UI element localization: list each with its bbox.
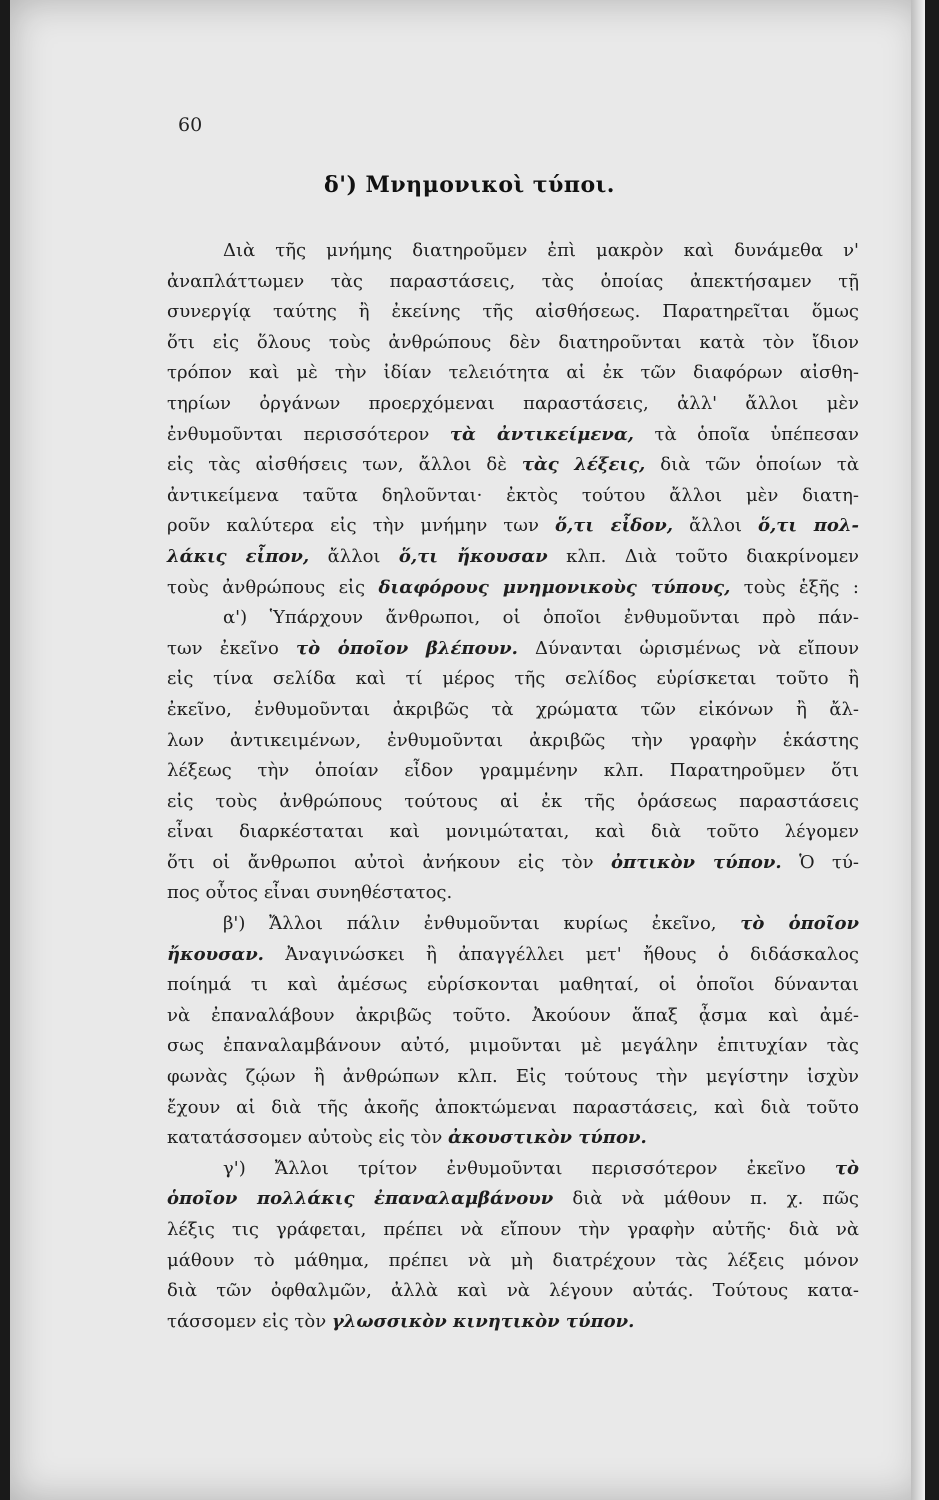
section-heading: δ') Μνημονικοὶ τύποι. [324, 172, 615, 198]
text-segment: τηρίων ὀργάνων προερχόμεναι παραστάσεις, ἀλλ' ἄλλοι μὲν [167, 392, 859, 414]
text-line [167, 1154, 859, 1185]
text-segment: Δύνανται ὡρισμένως νὰ εἴπουν [517, 637, 860, 659]
text-segment: ἀντικείμενα ταῦτα δηλοῦνται· ἐκτὸς τούτου ἄλλοι μὲν διατη- [167, 484, 859, 506]
text-line [167, 420, 859, 451]
text-line [167, 1246, 859, 1277]
text-line [167, 1123, 859, 1154]
text-segment: τὰ ὁποῖα ὑπέπεσαν [633, 423, 859, 445]
emphasis-text: ὁποῖον πολλάκις ἐπαναλαμβάνουν [167, 1188, 554, 1210]
text-line [167, 267, 859, 298]
text-segment: ποίημά τι καὶ ἀμέσως εὑρίσκονται μαθηταί, οἱ ὁποῖοι δύνανται [167, 974, 859, 996]
text-line [167, 389, 859, 420]
text-segment: λέξις τις γράφεται, πρέπει νὰ εἴπουν τὴν γραφὴν αὐτῆς· διὰ νὰ [167, 1219, 859, 1240]
text-segment: των ἐκεῖνο [167, 637, 296, 659]
text-segment: ἐνθυμοῦνται περισσότερον [167, 423, 450, 445]
text-segment: κατατάσσομεν αὐτοὺς εἰς τὸν [167, 1127, 449, 1149]
text-segment: ὅτι οἱ ἄνθρωποι αὐτοὶ ἀνήκουν εἰς τὸν [167, 851, 612, 873]
text-line [167, 695, 859, 726]
text-segment: α') Ὑπάρχουν ἄνθρωποι, οἱ ὁποῖοι ἐνθυμοῦνται πρὸ πάν- [223, 607, 859, 629]
emphasis-text: τὰς λέξεις, [521, 454, 646, 476]
text-line [167, 573, 859, 604]
text-segment: τοὺς ἑξῆς : [730, 576, 859, 598]
text-segment: εἰς τίνα σελίδα καὶ τί μέρος τῆς σελίδος εὑρίσκεται τοῦτο ἢ [167, 668, 859, 690]
text-segment: νὰ ἐπαναλάβουν ἀκριβῶς τοῦτο. Ἀκούουν ἅπαξ ᾆσμα καὶ ἀμέ- [167, 1004, 859, 1026]
text-line [167, 1184, 859, 1215]
text-segment: συνεργίᾳ ταύτης ἢ ἐκείνης τῆς αἰσθήσεως. Παρατηρεῖται ὅμως [167, 301, 859, 323]
text-line [167, 542, 859, 573]
emphasis-text: λάκις εἶπον, [167, 545, 310, 567]
text-segment: ἔχουν αἱ διὰ τῆς ἀκοῆς ἀποκτώμεναι παραστάσεις, καὶ διὰ τοῦτο [167, 1096, 859, 1118]
text-line [167, 848, 859, 879]
text-segment: διὰ τῶν ὀφθαλμῶν, ἀλλὰ καὶ νὰ λέγουν αὐτάς. Τούτους κατα- [167, 1280, 859, 1302]
text-line [167, 940, 859, 971]
text-line [167, 450, 859, 481]
text-segment: κλπ. Διὰ τοῦτο διακρίνομεν [547, 545, 860, 567]
text-line [167, 511, 859, 542]
emphasis-text: διαφόρους μνημονικοὺς τύπους, [378, 576, 731, 598]
emphasis-text: τὸ ὁποῖον [740, 913, 859, 935]
text-segment: ἐκεῖνο, ἐνθυμοῦνται ἀκριβῶς τὰ χρώματα τῶν εἰκόνων ἢ ἄλ- [167, 698, 859, 720]
text-line [167, 297, 859, 328]
text-segment: ἀναπλάττωμεν τὰς παραστάσεις, τὰς ὁποίας ἀπεκτήσαμεν τῇ [167, 270, 859, 292]
text-segment: τρόπον καὶ μὲ τὴν ἰδίαν τελειότητα αἱ ἐκ τῶν διαφόρων αἰσθη- [167, 362, 859, 384]
emphasis-text: ὀπτικὸν τύπον. [611, 851, 782, 873]
text-segment: Διὰ τῆς μνήμης διατηροῦμεν ἐπὶ μακρὸν καὶ δυνάμεθα ν' [223, 240, 859, 261]
text-line [167, 787, 859, 818]
emphasis-text: ὅ,τι πολ- [758, 515, 859, 537]
emphasis-text: τὸ [834, 1157, 859, 1179]
text-line [167, 1215, 859, 1246]
text-segment: πος οὗτος εἶναι συνηθέστατος. [167, 882, 453, 904]
emphasis-text: ὅ,τι ἤκουσαν [398, 545, 548, 567]
text-line [167, 1276, 859, 1307]
text-segment: διὰ τῶν ὁποίων τὰ [645, 454, 859, 476]
emphasis-text: γλωσσικὸν κινητικὸν τύπον. [331, 1310, 635, 1332]
text-line [167, 634, 859, 665]
text-segment: λέξεως τὴν ὁποίαν εἶδον γραμμένην κλπ. Παρατηροῦμεν ὅτι [167, 760, 859, 782]
text-segment: διὰ νὰ μάθουν π. χ. πῶς [553, 1188, 859, 1210]
text-line [167, 481, 859, 512]
text-line [167, 909, 859, 940]
emphasis-text: τὰ ἀντικείμενα, [449, 423, 634, 445]
text-line [167, 664, 859, 695]
emphasis-text: ἤκουσαν. [167, 943, 264, 965]
text-segment: ἄλλοι [673, 515, 759, 537]
emphasis-text: ὅ,τι εἶδον, [554, 515, 674, 537]
text-segment: γ') Ἄλλοι τρίτον ἐνθυμοῦνται περισσότερον ἐκεῖνο [223, 1157, 835, 1179]
text-segment: εἶναι διαρκέσταται καὶ μονιμώταται, καὶ διὰ τοῦτο λέγομεν [167, 821, 859, 843]
text-line [167, 756, 859, 787]
text-segment: φωνὰς ζῴων ἢ ἀνθρώπων κλπ. Εἰς τούτους τὴν μεγίστην ἰσχὺν [167, 1066, 859, 1088]
text-segment: σως ἐπαναλαμβάνουν αὐτό, μιμοῦνται μὲ μεγάλην ἐπιτυχίαν τὰς [167, 1035, 859, 1057]
emphasis-text: ἀκουστικὸν τύπον. [448, 1127, 647, 1149]
text-line [167, 603, 859, 634]
text-line [167, 1093, 859, 1124]
text-line [167, 236, 859, 267]
text-segment: μάθουν τὸ μάθημα, πρέπει νὰ μὴ διατρέχουν τὰς λέξεις μόνον [167, 1249, 859, 1271]
text-line [167, 1307, 859, 1338]
text-segment: Ὁ τύ- [781, 851, 860, 873]
text-line [167, 1062, 859, 1093]
text-line [167, 328, 859, 359]
text-segment: εἰς τοὺς ἀνθρώπους τούτους αἱ ἐκ τῆς ὁράσεως παραστάσεις [167, 790, 859, 812]
body-text [167, 236, 859, 1337]
page-number: 60 [178, 114, 203, 136]
text-line [167, 970, 859, 1001]
text-segment: τάσσομεν εἰς τὸν [167, 1310, 332, 1332]
text-line [167, 726, 859, 757]
emphasis-text: τὸ ὁποῖον βλέπουν. [295, 637, 518, 659]
page-edge [911, 0, 925, 1500]
text-segment: ροῦν καλύτερα εἰς τὴν μνήμην των [167, 515, 555, 537]
text-line [167, 878, 859, 909]
text-line [167, 358, 859, 389]
text-segment: β') Ἄλλοι πάλιν ἐνθυμοῦνται κυρίως ἐκεῖνο, [223, 913, 741, 935]
text-segment: λων ἀντικειμένων, ἐνθυμοῦνται ἀκριβῶς τὴν γραφὴν ἑκάστης [167, 729, 859, 751]
text-segment: τοὺς ἀνθρώπους εἰς [167, 576, 379, 598]
text-line [167, 817, 859, 848]
text-segment: Ἀναγινώσκει ἢ ἀπαγγέλλει μετ' ἤθους ὁ διδάσκαλος [263, 943, 859, 965]
text-line [167, 1031, 859, 1062]
text-segment: ἄλλοι [309, 545, 399, 567]
text-segment: εἰς τὰς αἰσθήσεις των, ἄλλοι δὲ [167, 454, 522, 476]
text-segment: ὅτι εἰς ὅλους τοὺς ἀνθρώπους δὲν διατηροῦνται κατὰ τὸν ἴδιον [167, 331, 859, 353]
text-line [167, 1001, 859, 1032]
